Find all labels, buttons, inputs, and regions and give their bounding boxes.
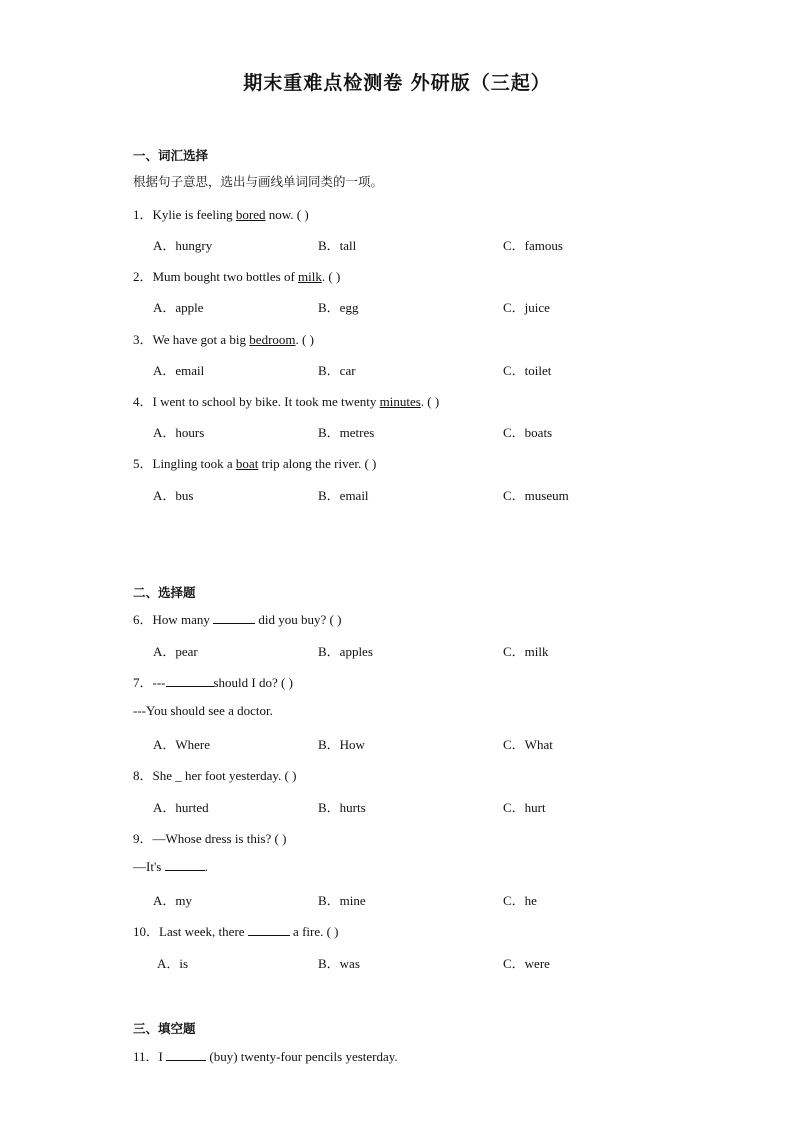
question-text: 11．I bbox=[133, 1049, 167, 1064]
question-1 bbox=[133, 204, 309, 223]
question-4 bbox=[133, 391, 439, 410]
question-text: now. ( ) bbox=[265, 207, 309, 222]
section-heading-fill-in: 三、填空题 bbox=[133, 1021, 196, 1036]
underlined-word: bored bbox=[235, 207, 266, 222]
question-text: 4．I went to school by bike. It took me twenty bbox=[133, 394, 380, 409]
section-heading-vocabulary: 一、词汇选择 bbox=[133, 148, 209, 163]
underlined-word: bedroom bbox=[249, 332, 296, 347]
option-a[interactable]: A．is bbox=[157, 956, 189, 971]
dialogue-line bbox=[133, 859, 208, 875]
option-b[interactable]: B．apples bbox=[318, 644, 373, 659]
question-8 bbox=[133, 765, 296, 784]
option-c[interactable]: C．juice bbox=[503, 300, 550, 315]
question-text: 7．--- bbox=[133, 675, 166, 690]
answer-blank[interactable] bbox=[213, 612, 255, 624]
option-b[interactable]: B．hurts bbox=[318, 800, 366, 815]
option-c[interactable]: C．What bbox=[503, 737, 553, 752]
question-text: trip along the river. ( ) bbox=[258, 456, 377, 471]
question-3 bbox=[133, 329, 314, 348]
option-a[interactable]: A．email bbox=[153, 363, 205, 378]
option-b[interactable]: B．How bbox=[318, 737, 365, 752]
option-a[interactable]: A．hurted bbox=[153, 800, 209, 815]
option-b[interactable]: B．metres bbox=[318, 425, 375, 440]
question-text: . ( ) bbox=[321, 269, 341, 284]
question-6 bbox=[133, 609, 341, 628]
question-text: —It's bbox=[133, 859, 165, 874]
question-text: 5．Lingling took a bbox=[133, 456, 236, 471]
underlined-word: milk bbox=[298, 269, 322, 284]
option-c[interactable]: C．milk bbox=[503, 644, 549, 659]
question-text: a fire. ( ) bbox=[289, 924, 339, 939]
question-text: 2．Mum bought two bottles of bbox=[133, 269, 299, 284]
option-a[interactable]: A．bus bbox=[153, 488, 194, 503]
option-c[interactable]: C．he bbox=[503, 893, 537, 908]
option-c[interactable]: C．were bbox=[503, 956, 550, 971]
option-a[interactable]: A．Where bbox=[153, 737, 211, 752]
option-a[interactable]: A．pear bbox=[153, 644, 198, 659]
question-text: (buy) twenty-four pencils yesterday. bbox=[206, 1049, 398, 1064]
question-text: . ( ) bbox=[295, 332, 314, 347]
option-b[interactable]: B．tall bbox=[318, 238, 357, 253]
question-text: 9．—Whose dress is this? ( ) bbox=[133, 831, 287, 846]
option-c[interactable]: C．boats bbox=[503, 425, 553, 440]
answer-blank[interactable] bbox=[248, 924, 290, 936]
section-heading-multiple-choice: 二、选择题 bbox=[133, 585, 196, 600]
question-text: 6．How many bbox=[133, 612, 214, 627]
question-text: 10．Last week, there bbox=[133, 924, 248, 939]
option-a[interactable]: A．my bbox=[153, 893, 193, 908]
question-text: . bbox=[204, 859, 208, 874]
option-a[interactable]: A．hungry bbox=[153, 238, 213, 253]
dialogue-line: ---You should see a doctor. bbox=[133, 703, 273, 718]
option-c[interactable]: C．toilet bbox=[503, 363, 552, 378]
option-a[interactable]: A．apple bbox=[153, 300, 204, 315]
question-text: 3．We have got a big bbox=[133, 332, 250, 347]
question-text: . ( ) bbox=[420, 394, 440, 409]
option-b[interactable]: B．email bbox=[318, 488, 369, 503]
question-text: should I do? ( ) bbox=[213, 675, 293, 690]
section-instruction: 根据句子意思，选出与画线单词同类的一项。 bbox=[133, 174, 384, 189]
option-b[interactable]: B．mine bbox=[318, 893, 366, 908]
question-10 bbox=[133, 921, 339, 940]
answer-blank[interactable] bbox=[166, 1049, 206, 1061]
underlined-word: minutes bbox=[379, 394, 421, 409]
option-c[interactable]: C．famous bbox=[503, 238, 563, 253]
underlined-word: boat bbox=[235, 456, 259, 471]
option-b[interactable]: B．egg bbox=[318, 300, 359, 315]
question-text: did you buy? ( ) bbox=[255, 612, 342, 627]
answer-blank[interactable] bbox=[165, 859, 205, 871]
page-title: 期末重难点检测卷 外研版（三起） bbox=[243, 72, 551, 94]
question-7 bbox=[133, 672, 293, 691]
question-9 bbox=[133, 828, 286, 847]
question-2 bbox=[133, 266, 340, 285]
answer-blank[interactable] bbox=[166, 675, 214, 687]
option-a[interactable]: A．hours bbox=[153, 425, 205, 440]
question-text: 8．She _ her foot yesterday. ( ) bbox=[133, 768, 297, 783]
option-b[interactable]: B．was bbox=[318, 956, 360, 971]
option-c[interactable]: C．museum bbox=[503, 488, 569, 503]
question-text: 1．Kylie is feeling bbox=[133, 207, 236, 222]
option-b[interactable]: B．car bbox=[318, 363, 356, 378]
question-11 bbox=[133, 1046, 398, 1065]
option-c[interactable]: C．hurt bbox=[503, 800, 546, 815]
question-5 bbox=[133, 453, 376, 472]
